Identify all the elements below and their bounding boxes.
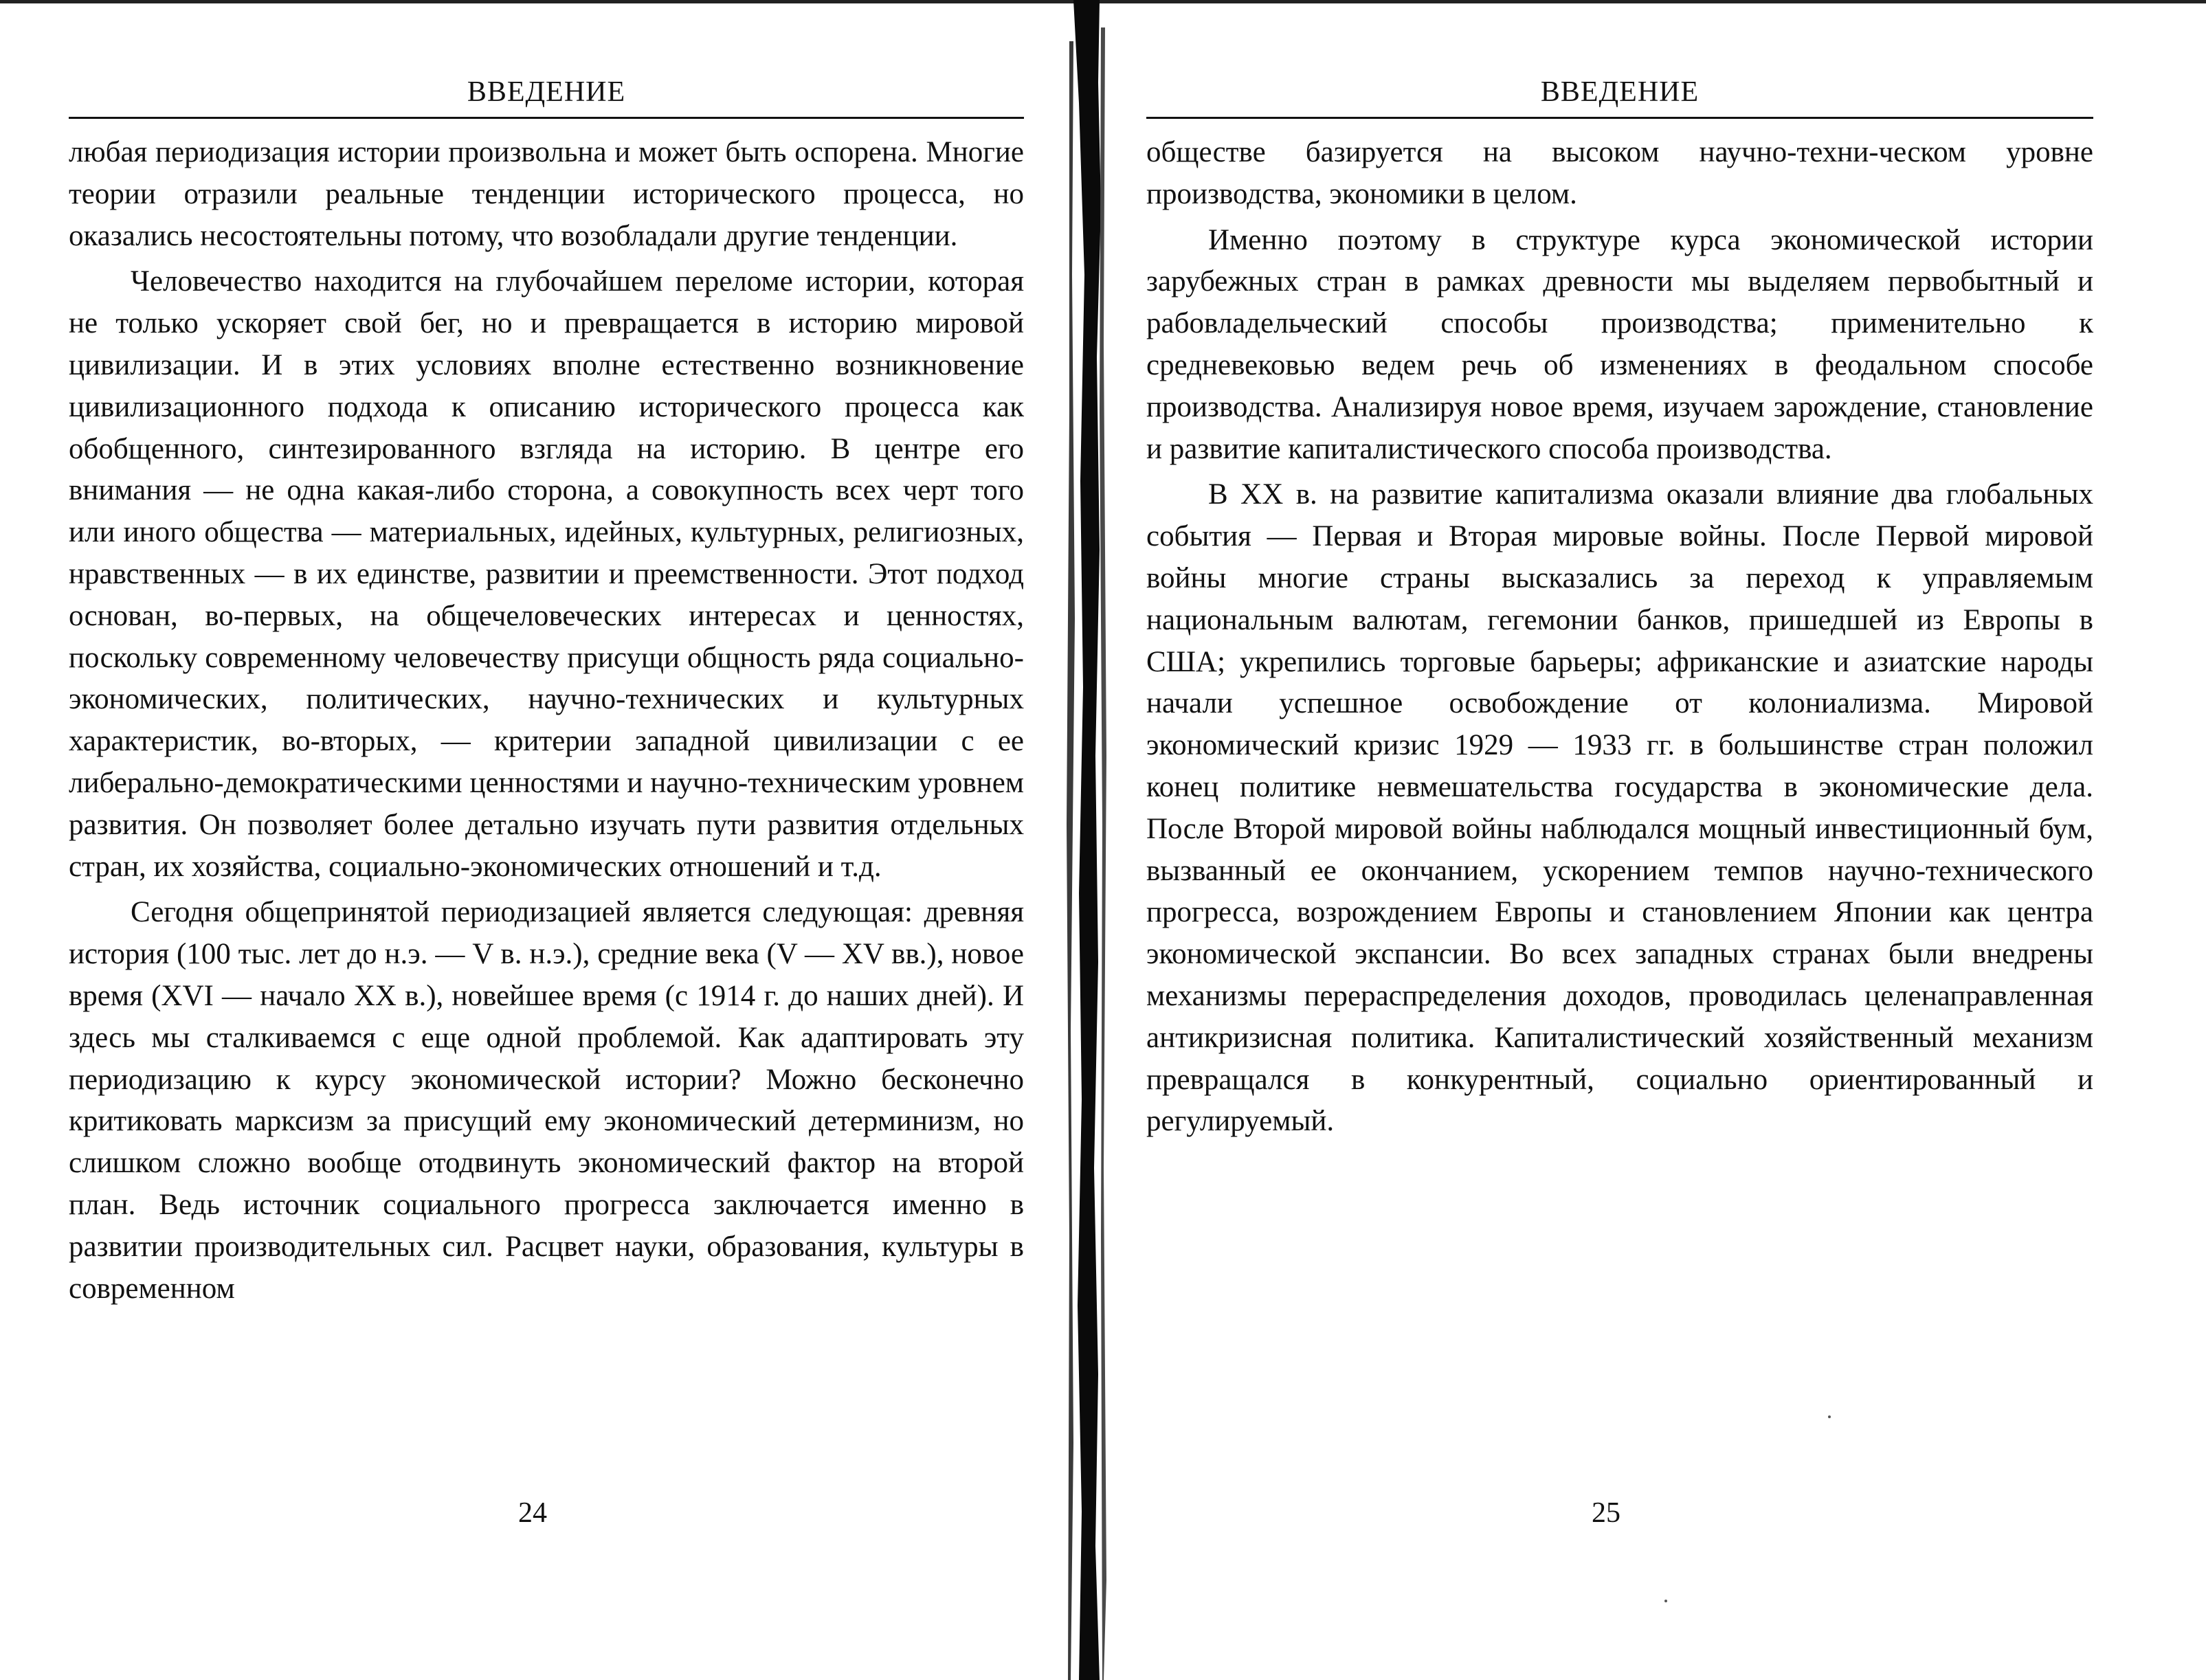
- left-head-rule: [69, 117, 1024, 119]
- left-page: [69, 0, 1024, 1680]
- left-paragraph-3: Сегодня общепринятой периодизацией является следующая: древняя история (100 тыс. лет до н.э. — V в. н.э.), средние века (V — XV вв.), новое время (XVI — начало XX в.), новейшее время (с 1914 г. до наших дней). И здесь мы сталкиваемся с еще одной проблемой. Как адаптировать эту периодизацию к курсу экономической истории? Можно бесконечно критиковать марксизм за присущий ему экономический детерминизм, но слишком сложно вообще отодвинуть экономический фактор на второй план. Ведь источник социального прогресса заключается именно в развитии производительных сил. Расцвет науки, образования, культуры в современном: [69, 896, 1024, 1305]
- scan-speck: [1664, 1600, 1667, 1602]
- right-page: [1146, 0, 2093, 1680]
- left-paragraph-2: Человечество находится на глубочайшем переломе истории, которая не только ускоряет свой бег, но и превращается в историю мировой цивилизации. И в этих условиях вполне естественно возникновение цивилизационного подхода к описанию исторического процесса как обобщенного, синтезированного взгляда на историю. В центре его внимания — не одна какая-либо сторона, а совокупность всех черт того или иного общества — материальных, идейных, культурных, религиозных, нравственных — в их единстве, развитии и преемственности. Этот подход основан, во-первых, на общечеловеческих интересах и ценностях, поскольку современному человечеству присущи общность ряда социально-экономических, политических, научно-технических и культурных характеристик, во-вторых, — критерии западной цивилизации с ее либерально-демократическими ценностями и научно-техническим уровнем развития. Он позволяет более детально изучать пути развития отдельных стран, их хозяйства, социально-экономических отношений и т.д.: [69, 265, 1024, 883]
- scan-speck: [1828, 1415, 1831, 1418]
- right-paragraph-3: В XX в. на развитие капитализма оказали влияние два глобальных события — Первая и Вторая мировые войны. После Первой мировой войны многие страны высказались за переход к управляемым национальным валютам, гегемонии банков, пришедшей из Европы в США; укрепились торговые барьеры; африканские и азиатские народы начали успешное освобождение от колониализма. Мировой экономический кризис 1929 — 1933 гг. в большинстве стран положил конец политике невмешательства государства в экономические дела. После Второй мировой войны наблюдался мощный инвестиционный бум, вызванный ее окончанием, ускорением темпов научно-технического прогресса, возрождением Европы и становлением Японии как центра экономической экспансии. Во всех западных странах были внедрены механизмы перераспределения доходов, проводилась целенаправленная антикризисная политика. Капиталистический хозяйственный механизм превращался в конкурентный, социально ориентированный и регулируемый.: [1146, 478, 2093, 1138]
- left-body-text: [69, 132, 1024, 1310]
- right-page-number: 25: [1592, 1497, 1620, 1529]
- right-body-text: [1146, 132, 2093, 1143]
- right-running-head: ВВЕДЕНИЕ: [1540, 76, 1700, 108]
- right-paragraph-1: обществе базируется на высоком научно-техни-ческом уровне производства, экономики в целом.: [1146, 136, 2093, 210]
- left-running-head: ВВЕДЕНИЕ: [467, 76, 626, 108]
- left-page-number: 24: [518, 1497, 547, 1529]
- right-head-rule: [1146, 117, 2093, 119]
- book-spine-shadow: [1064, 0, 1113, 1680]
- left-paragraph-1: любая периодизация истории произвольна и может быть оспорена. Многие теории отразили реальные тенденции исторического процесса, но оказались несостоятельны потому, что возобладали другие тенденции.: [69, 136, 1024, 252]
- right-paragraph-2: Именно поэтому в структуре курса экономической истории зарубежных стран в рамках древности мы выделяем первобытный и рабовладельческий способы производства; применительно к средневековью ведем речь об изменениях в феодальном способе производства. Анализируя новое время, изучаем зарождение, становление и развитие капиталистического способа производства.: [1146, 223, 2093, 465]
